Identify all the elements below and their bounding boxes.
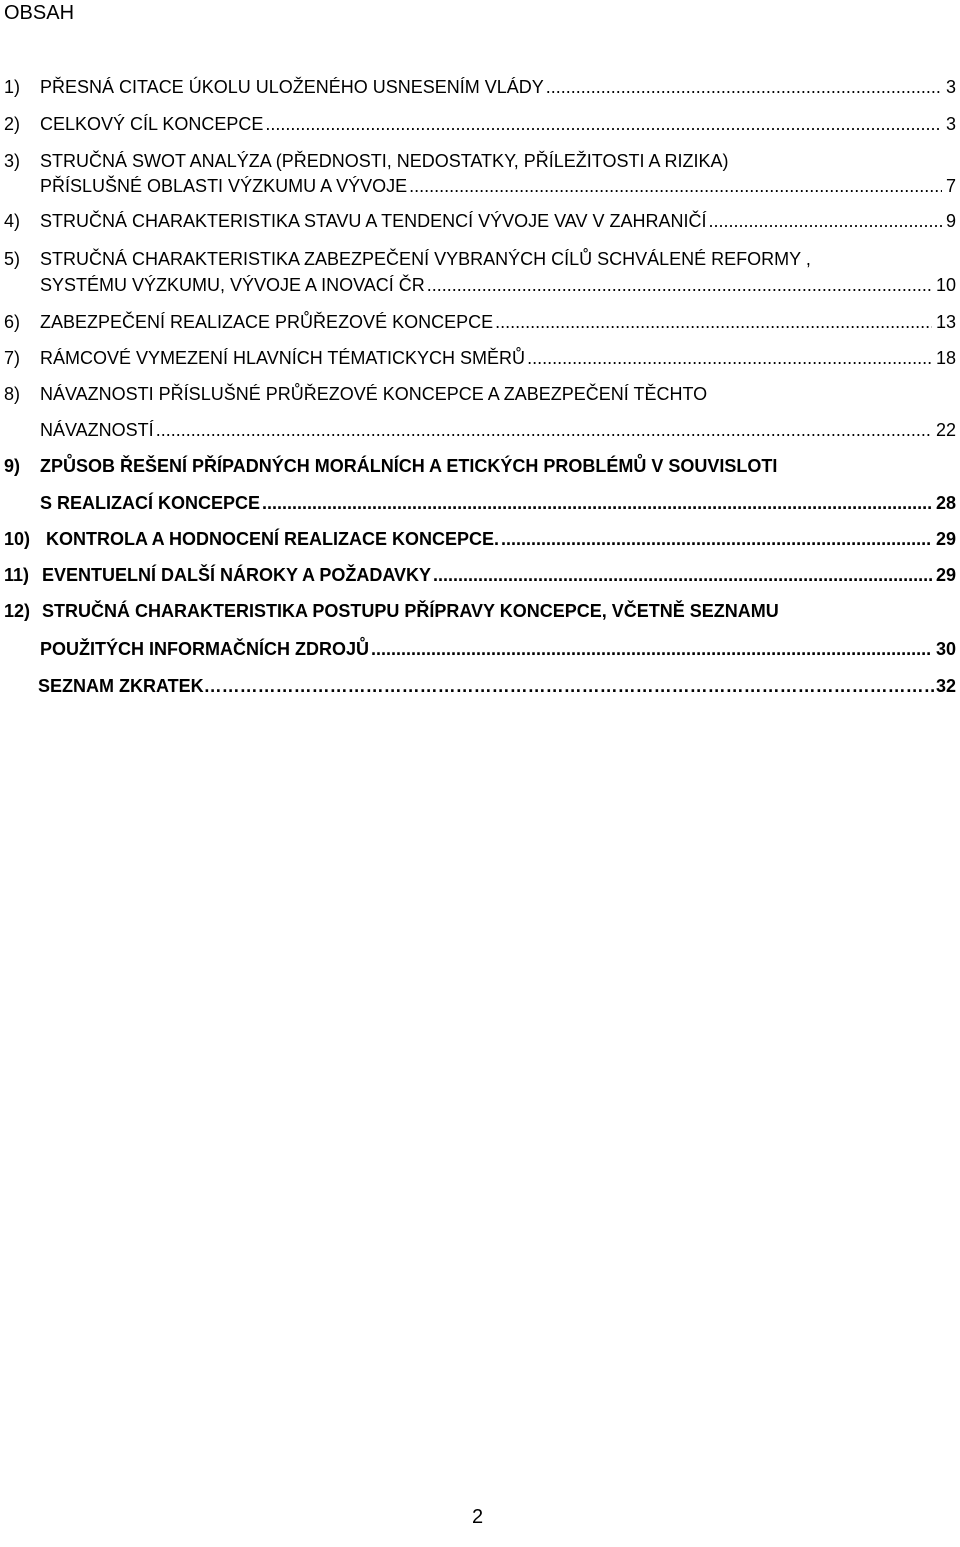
toc-leader-dots <box>371 638 932 660</box>
toc-leader-dots <box>527 347 932 369</box>
toc-entry-page: 7 <box>945 176 956 196</box>
toc-entry-title-continued: NÁVAZNOSTÍ <box>40 420 154 440</box>
toc-entry-number: 5) <box>4 249 21 269</box>
toc-entry-number: 7) <box>4 348 21 368</box>
toc-leader-dots <box>265 113 942 135</box>
toc-entry-page: 3 <box>945 114 956 134</box>
toc-entry-title: EVENTUELNÍ DALŠÍ NÁROKY A POŽADAVKY <box>42 565 432 585</box>
toc-entry-title-continued: POUŽITÝCH INFORMAČNÍCH ZDROJŮ <box>40 639 369 659</box>
toc-leader-dots <box>156 419 932 441</box>
page-title: OBSAH <box>4 2 75 24</box>
toc-leader-dots <box>262 492 932 514</box>
toc-entry-title-continued: S REALIZACÍ KONCEPCE <box>40 493 261 513</box>
toc-entry-number: 8) <box>4 384 21 404</box>
toc-entry-page: 28 <box>935 493 956 513</box>
toc-entry-page: 22 <box>935 420 956 440</box>
toc-entry-page: 9 <box>945 211 956 231</box>
toc-leader-dots <box>708 210 942 232</box>
toc-leader-dots <box>501 528 932 550</box>
footer-page-number: 2 <box>472 1506 484 1528</box>
toc-entry-title: KONTROLA A HODNOCENÍ REALIZACE KONCEPCE. <box>46 529 500 549</box>
toc-entry-page: 3 <box>945 77 956 97</box>
toc-entry-page: 29 <box>935 565 956 585</box>
toc-entry-page: 29 <box>935 529 956 549</box>
toc-entry-number: 2) <box>4 114 21 134</box>
toc-entry-page: 13 <box>935 312 956 332</box>
toc-entry-number: 11) <box>4 565 30 585</box>
toc-leader-dots <box>433 564 932 586</box>
toc-entry-number: 6) <box>4 312 21 332</box>
toc-entry-page: 30 <box>935 639 956 659</box>
toc-entry-number: 10) <box>4 529 31 549</box>
toc-entry-title: PŘESNÁ CITACE ÚKOLU ULOŽENÉHO USNESENÍM VLÁDY <box>40 77 544 97</box>
toc-leader-dots <box>495 311 932 333</box>
toc-entry-title-continued: PŘÍSLUŠNÉ OBLASTI VÝZKUMU A VÝVOJE <box>40 176 408 196</box>
toc-entry-title: RÁMCOVÉ VYMEZENÍ HLAVNÍCH TÉMATICKYCH SMĚRŮ <box>40 348 526 368</box>
toc-entry-page: 32 <box>935 676 956 696</box>
toc-entry-title: STRUČNÁ SWOT ANALÝZA (PŘEDNOSTI, NEDOSTATKY, PŘÍLEŽITOSTI A RIZIKA) <box>40 151 729 171</box>
toc-leader-dots <box>427 274 932 296</box>
toc-entry-title: NÁVAZNOSTI PŘÍSLUŠNÉ PRŮŘEZOVÉ KONCEPCE A ZABEZPEČENÍ TĚCHTO <box>40 384 708 404</box>
toc-entry-title: STRUČNÁ CHARAKTERISTIKA STAVU A TENDENCÍ VÝVOJE VAV V ZAHRANIČÍ <box>40 211 707 231</box>
toc-entry-number: 1) <box>4 77 21 97</box>
toc-entry-title: STRUČNÁ CHARAKTERISTIKA POSTUPU PŘÍPRAVY KONCEPCE, VČETNĚ SEZNAMU <box>42 601 779 621</box>
toc-entry-number: 4) <box>4 211 21 231</box>
toc-entry-number: 3) <box>4 151 21 171</box>
toc-entry-number: 12) <box>4 601 31 621</box>
toc-leader-dots <box>546 76 942 98</box>
toc-entry-number: 9) <box>4 456 21 476</box>
toc-entry-page: 18 <box>935 348 956 368</box>
toc-entry-page: 10 <box>935 275 956 295</box>
toc-leader-dots <box>409 175 942 197</box>
toc-entry-title: CELKOVÝ CÍL KONCEPCE <box>40 114 264 134</box>
toc-entry-title: ZABEZPEČENÍ REALIZACE PRŮŘEZOVÉ KONCEPCE <box>40 312 494 332</box>
toc-entry-title: STRUČNÁ CHARAKTERISTIKA ZABEZPEČENÍ VYBRANÝCH CÍLŮ SCHVÁLENÉ REFORMY , <box>40 249 811 269</box>
toc-entry-title: ZPŮSOB ŘEŠENÍ PŘÍPADNÝCH MORÁLNÍCH A ETICKÝCH PROBLÉMŮ V SOUVISLOTI <box>40 456 778 476</box>
toc-entry-title: SEZNAM ZKRATEK <box>38 676 204 696</box>
toc-leader-dots <box>204 675 936 697</box>
toc-entry-title-continued: SYSTÉMU VÝZKUMU, VÝVOJE A INOVACÍ ČR <box>40 275 425 295</box>
